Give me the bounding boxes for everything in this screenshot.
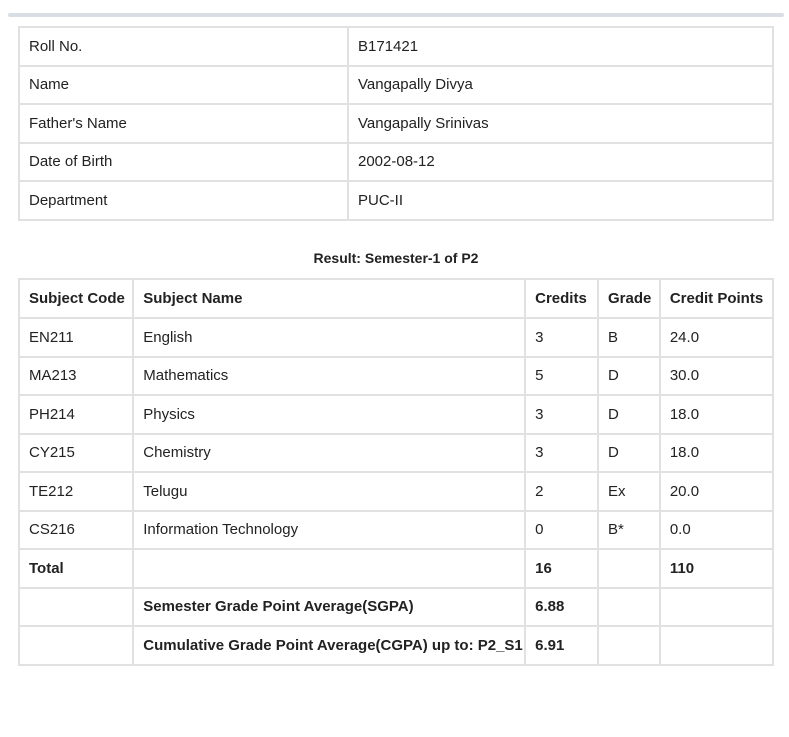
info-value: PUC-II: [348, 181, 773, 220]
total-credit-points: 110: [660, 549, 773, 588]
subject-credits: 3: [525, 395, 598, 434]
info-row-dob: [19, 143, 773, 182]
subject-grade: B: [598, 318, 660, 357]
subject-credit-points: 0.0: [660, 511, 773, 550]
top-divider: [8, 13, 784, 17]
empty-cell: [660, 626, 773, 665]
table-row: [19, 511, 773, 550]
header-credit-points: Credit Points: [660, 279, 773, 318]
header-subject-code: Subject Code: [19, 279, 133, 318]
subject-credit-points: 18.0: [660, 395, 773, 434]
empty-cell: [19, 588, 133, 627]
table-row: [19, 395, 773, 434]
cgpa-label: Cumulative Grade Point Average(CGPA) up to: P2_S1: [133, 626, 525, 665]
subject-name: Chemistry: [133, 434, 525, 473]
result-title: Result: Semester-1 of P2: [313, 250, 479, 266]
empty-cell: [660, 588, 773, 627]
table-row: [19, 472, 773, 511]
total-row: [19, 549, 773, 588]
table-row: [19, 357, 773, 396]
empty-cell: [598, 549, 660, 588]
empty-cell: [598, 626, 660, 665]
cgpa-row: [19, 626, 773, 665]
subject-credits: 3: [525, 434, 598, 473]
subject-grade: B*: [598, 511, 660, 550]
info-row-department: [19, 181, 773, 220]
subject-credit-points: 30.0: [660, 357, 773, 396]
subject-code: CY215: [19, 434, 133, 473]
empty-cell: [598, 588, 660, 627]
subject-name: Mathematics: [133, 357, 525, 396]
empty-cell: [19, 626, 133, 665]
subject-name: Physics: [133, 395, 525, 434]
table-header-row: [19, 279, 773, 318]
subject-credit-points: 20.0: [660, 472, 773, 511]
info-label: Father's Name: [19, 104, 348, 143]
header-subject-name: Subject Name: [133, 279, 525, 318]
info-label: Date of Birth: [19, 143, 348, 182]
info-value: B171421: [348, 27, 773, 66]
subject-credits: 3: [525, 318, 598, 357]
subject-grade: D: [598, 395, 660, 434]
table-row: [19, 434, 773, 473]
student-info-table: [18, 26, 774, 221]
subject-code: EN211: [19, 318, 133, 357]
info-row-name: [19, 66, 773, 105]
sgpa-label: Semester Grade Point Average(SGPA): [133, 588, 525, 627]
header-grade: Grade: [598, 279, 660, 318]
result-table: [18, 278, 774, 666]
subject-name: English: [133, 318, 525, 357]
subject-code: MA213: [19, 357, 133, 396]
subject-code: TE212: [19, 472, 133, 511]
subject-grade: Ex: [598, 472, 660, 511]
subject-credit-points: 24.0: [660, 318, 773, 357]
empty-cell: [133, 549, 525, 588]
info-label: Roll No.: [19, 27, 348, 66]
subject-code: CS216: [19, 511, 133, 550]
cgpa-value: 6.91: [525, 626, 598, 665]
subject-credits: 2: [525, 472, 598, 511]
subject-credits: 5: [525, 357, 598, 396]
subject-credit-points: 18.0: [660, 434, 773, 473]
total-credits: 16: [525, 549, 598, 588]
subject-grade: D: [598, 357, 660, 396]
subject-name: Information Technology: [133, 511, 525, 550]
sgpa-row: [19, 588, 773, 627]
subject-grade: D: [598, 434, 660, 473]
table-row: [19, 318, 773, 357]
subject-code: PH214: [19, 395, 133, 434]
sgpa-value: 6.88: [525, 588, 598, 627]
subject-credits: 0: [525, 511, 598, 550]
info-value: 2002-08-12: [348, 143, 773, 182]
total-label: Total: [19, 549, 133, 588]
info-row-father-name: [19, 104, 773, 143]
info-label: Name: [19, 66, 348, 105]
info-label: Department: [19, 181, 348, 220]
info-row-roll-no: [19, 27, 773, 66]
info-value: Vangapally Divya: [348, 66, 773, 105]
subject-name: Telugu: [133, 472, 525, 511]
info-value: Vangapally Srinivas: [348, 104, 773, 143]
header-credits: Credits: [525, 279, 598, 318]
